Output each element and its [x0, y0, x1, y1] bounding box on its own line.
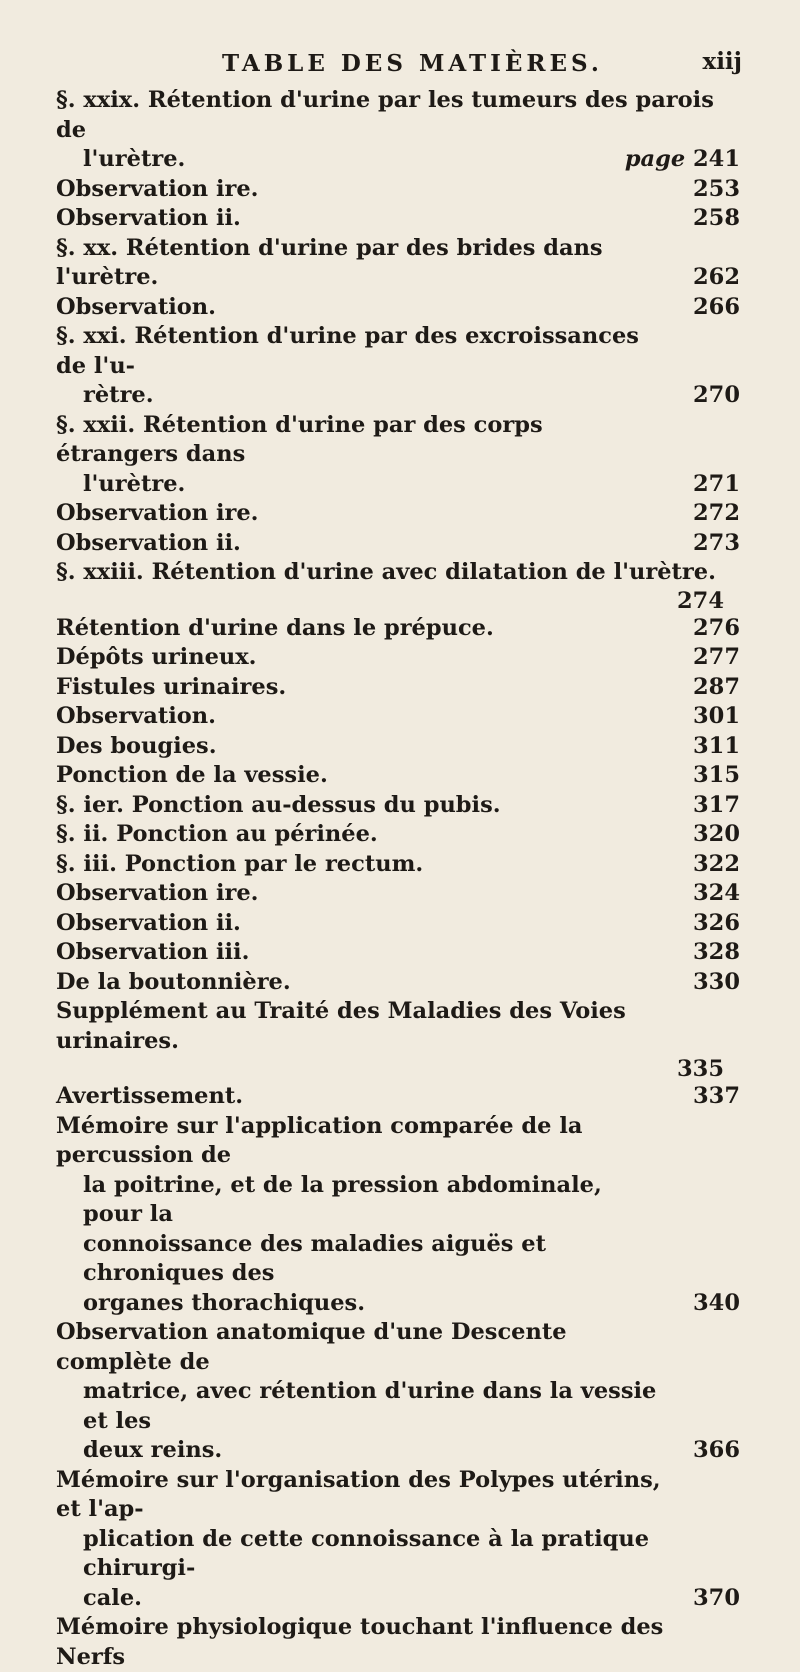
toc-entry-line: Mémoire sur l'organisation des Polypes utérins, et l'ap-: [56, 1466, 661, 1522]
toc-entry-title: [56, 850, 740, 880]
toc-page-number: [693, 293, 740, 323]
toc-page-number: [693, 761, 740, 791]
toc-entry: [56, 850, 740, 880]
toc-entry-line: Observation ire.: [56, 500, 259, 526]
table-of-contents: [56, 86, 740, 1672]
toc-page-value: 326: [693, 909, 740, 936]
toc-page-number: [693, 1289, 740, 1319]
toc-entry-line: Avertissement.: [56, 1083, 244, 1109]
toc-entry-line: cale.: [83, 1584, 142, 1611]
toc-entry: [56, 997, 740, 1082]
toc-entry-title: [56, 322, 740, 411]
toc-entry-line: l'urètre.: [83, 470, 186, 497]
toc-entry-line: Observation.: [56, 293, 216, 320]
toc-entry: [56, 499, 740, 529]
toc-entry-line: Supplément au Traité des Maladies des Voies urinaires.: [56, 998, 626, 1054]
toc-page-number: [693, 879, 740, 909]
toc-page-value: 262: [693, 264, 740, 290]
toc-page-number: [693, 673, 740, 703]
toc-page-value: 271: [693, 470, 740, 497]
toc-entry-line: plication de cette connoissance à la pratique chirurgi-: [83, 1525, 650, 1581]
toc-entry-line: Fistules urinaires.: [56, 673, 287, 700]
toc-entry: [56, 791, 740, 821]
toc-entry-title: [56, 529, 740, 559]
toc-entry: [56, 702, 740, 732]
toc-page-value: 258: [693, 205, 740, 231]
toc-entry-title: [56, 909, 740, 939]
toc-page-value: 366: [693, 1437, 740, 1463]
toc-entry-title: [56, 938, 740, 968]
toc-page-number: [693, 1082, 740, 1112]
toc-page-value: 330: [693, 968, 740, 995]
toc-page-number: [693, 614, 740, 644]
toc-page-label: page: [624, 146, 686, 172]
toc-entry-title: [56, 614, 740, 644]
toc-entry-line: De la boutonnière.: [56, 968, 291, 995]
toc-page-value: 340: [693, 1289, 740, 1316]
toc-entry-title: [56, 234, 740, 293]
toc-entry: [56, 529, 740, 559]
toc-entry-line: organes thorachiques.: [83, 1289, 366, 1316]
toc-entry-line: connoissance des maladies aiguës et chroniques des: [83, 1230, 546, 1286]
toc-entry: [56, 411, 740, 500]
toc-page-number: [693, 204, 740, 234]
toc-page-value: 328: [693, 939, 740, 965]
toc-page-value: 320: [693, 821, 740, 847]
toc-entry-title: [56, 791, 740, 821]
toc-entry-line: Observation iii.: [56, 939, 250, 965]
toc-page-number: [693, 820, 740, 850]
toc-entry-title: [56, 1112, 740, 1319]
toc-entry-title: [56, 558, 740, 588]
toc-entry: [56, 234, 740, 293]
toc-page-value: 337: [693, 1083, 740, 1109]
toc-entry-title: [56, 1082, 740, 1112]
toc-entry-line: Mémoire sur l'application comparée de la percussion de: [56, 1112, 583, 1168]
toc-entry-line: Observation ii.: [56, 529, 241, 556]
toc-entry-line: Observation.: [56, 703, 216, 729]
toc-entry-line: Observation ire.: [56, 880, 259, 906]
toc-page-number: [693, 470, 740, 500]
toc-page-value: 301: [693, 703, 740, 729]
toc-entry-line: §. xx. Rétention d'urine par des brides dans l'urètre.: [56, 234, 603, 290]
toc-page-number: [693, 732, 740, 762]
toc-entry-title: [56, 499, 740, 529]
toc-entry-line: §. xxii. Rétention d'urine par des corps étrangers dans: [56, 411, 543, 467]
toc-entry-title: [56, 761, 740, 791]
toc-page-value: 277: [693, 644, 740, 670]
toc-page-number: [693, 643, 740, 673]
toc-entry: [56, 673, 740, 703]
toc-page-number: [693, 968, 740, 998]
toc-page-value: 273: [693, 529, 740, 556]
toc-entry-line: §. xxix. Rétention d'urine par les tumeurs des parois de: [56, 87, 714, 143]
toc-page-value: 253: [693, 175, 740, 202]
toc-entry-title: [56, 1318, 740, 1466]
toc-entry-line: la poitrine, et de la pression abdominale, pour la: [83, 1171, 602, 1227]
toc-entry-line: Observation anatomique d'une Descente complète de: [56, 1319, 567, 1375]
toc-page-value: 274: [677, 587, 724, 614]
toc-entry-line: §. ii. Ponction au périnée.: [56, 821, 378, 847]
toc-page-number: [693, 938, 740, 968]
toc-entry-line: §. iii. Ponction par le rectum.: [56, 850, 424, 877]
toc-entry-title: [56, 643, 740, 673]
toc-entry: [56, 820, 740, 850]
toc-page-value: 370: [693, 1584, 740, 1611]
toc-entry-title: [56, 1466, 740, 1614]
toc-entry-title: [56, 175, 740, 205]
toc-entry-title: [56, 968, 740, 998]
toc-entry: [56, 1466, 740, 1614]
toc-page-value: 241: [693, 146, 740, 172]
toc-entry: [56, 204, 740, 234]
toc-entry-title: [56, 673, 740, 703]
toc-entry-line: §. ier. Ponction au-dessus du pubis.: [56, 791, 501, 818]
toc-entry-line: §. xxiii. Rétention d'urine avec dilatation de l'urètre.: [56, 559, 716, 585]
toc-entry: [56, 558, 740, 614]
toc-entry: [56, 643, 740, 673]
toc-page-value: 266: [693, 293, 740, 320]
toc-entry: [56, 909, 740, 939]
toc-page-value: 311: [693, 732, 740, 759]
toc-page-value: 272: [693, 500, 740, 526]
toc-entry-title: [56, 820, 740, 850]
toc-page-value: 270: [693, 382, 740, 408]
toc-page-value: 315: [693, 762, 740, 788]
toc-entry-title: [56, 411, 740, 500]
toc-page-number: [693, 791, 740, 821]
toc-entry-title: [56, 293, 740, 323]
toc-entry-title: [56, 702, 740, 732]
toc-page-number: [56, 588, 740, 614]
toc-entry: [56, 322, 740, 411]
toc-page-value: 324: [693, 880, 740, 906]
toc-page-number: [693, 499, 740, 529]
toc-entry-line: Mémoire physiologique touchant l'influence des Nerfs: [56, 1614, 664, 1670]
toc-page-number: [56, 1056, 740, 1082]
toc-page-number: [693, 702, 740, 732]
toc-entry-title: [56, 204, 740, 234]
toc-entry-title: [56, 732, 740, 762]
header-title: TABLE DES MATIÈRES.: [222, 50, 603, 77]
toc-entry: [56, 732, 740, 762]
toc-entry-title: [56, 879, 740, 909]
toc-page-number: [625, 145, 740, 175]
toc-entry: [56, 968, 740, 998]
toc-page-number: [693, 850, 740, 880]
toc-entry: [56, 1112, 740, 1319]
toc-entry-line: Ponction de la vessie.: [56, 762, 328, 788]
toc-entry: [56, 1613, 740, 1672]
toc-entry-line: Dépôts urineux.: [56, 644, 257, 670]
toc-page-value: 317: [693, 791, 740, 818]
toc-page-value: 335: [677, 1056, 724, 1082]
toc-page-number: [693, 909, 740, 939]
toc-page-number: [693, 529, 740, 559]
toc-entry: [56, 1318, 740, 1466]
toc-entry-line: Observation ire.: [56, 175, 259, 202]
toc-entry: [56, 1082, 740, 1112]
toc-entry-line: Des bougies.: [56, 732, 217, 759]
running-header: [222, 46, 742, 82]
header-page-number: xiij: [702, 48, 742, 75]
toc-page-number: [693, 1436, 740, 1466]
toc-page-number: [693, 263, 740, 293]
toc-entry-line: Observation ii.: [56, 205, 241, 231]
toc-entry: [56, 879, 740, 909]
toc-entry-line: rètre.: [83, 382, 154, 408]
toc-entry-title: [56, 1613, 740, 1672]
toc-page-value: 276: [693, 614, 740, 641]
toc-page-value: 322: [693, 850, 740, 877]
toc-entry: [56, 761, 740, 791]
toc-page-number: [693, 381, 740, 411]
toc-entry: [56, 175, 740, 205]
toc-entry: [56, 614, 740, 644]
toc-entry-line: Rétention d'urine dans le prépuce.: [56, 614, 494, 641]
toc-entry-title: [56, 997, 740, 1056]
toc-entry: [56, 86, 740, 175]
toc-entry: [56, 938, 740, 968]
toc-page-value: 287: [693, 673, 740, 700]
toc-page-number: [693, 1584, 740, 1614]
toc-page-number: [693, 175, 740, 205]
toc-entry-line: matrice, avec rétention d'urine dans la vessie et les: [83, 1378, 657, 1434]
toc-entry-line: Observation ii.: [56, 909, 241, 936]
toc-entry-line: deux reins.: [83, 1437, 223, 1463]
toc-entry-line: l'urètre.: [83, 146, 186, 172]
toc-entry-line: §. xxi. Rétention d'urine par des excroissances de l'u-: [56, 323, 639, 379]
toc-entry: [56, 293, 740, 323]
